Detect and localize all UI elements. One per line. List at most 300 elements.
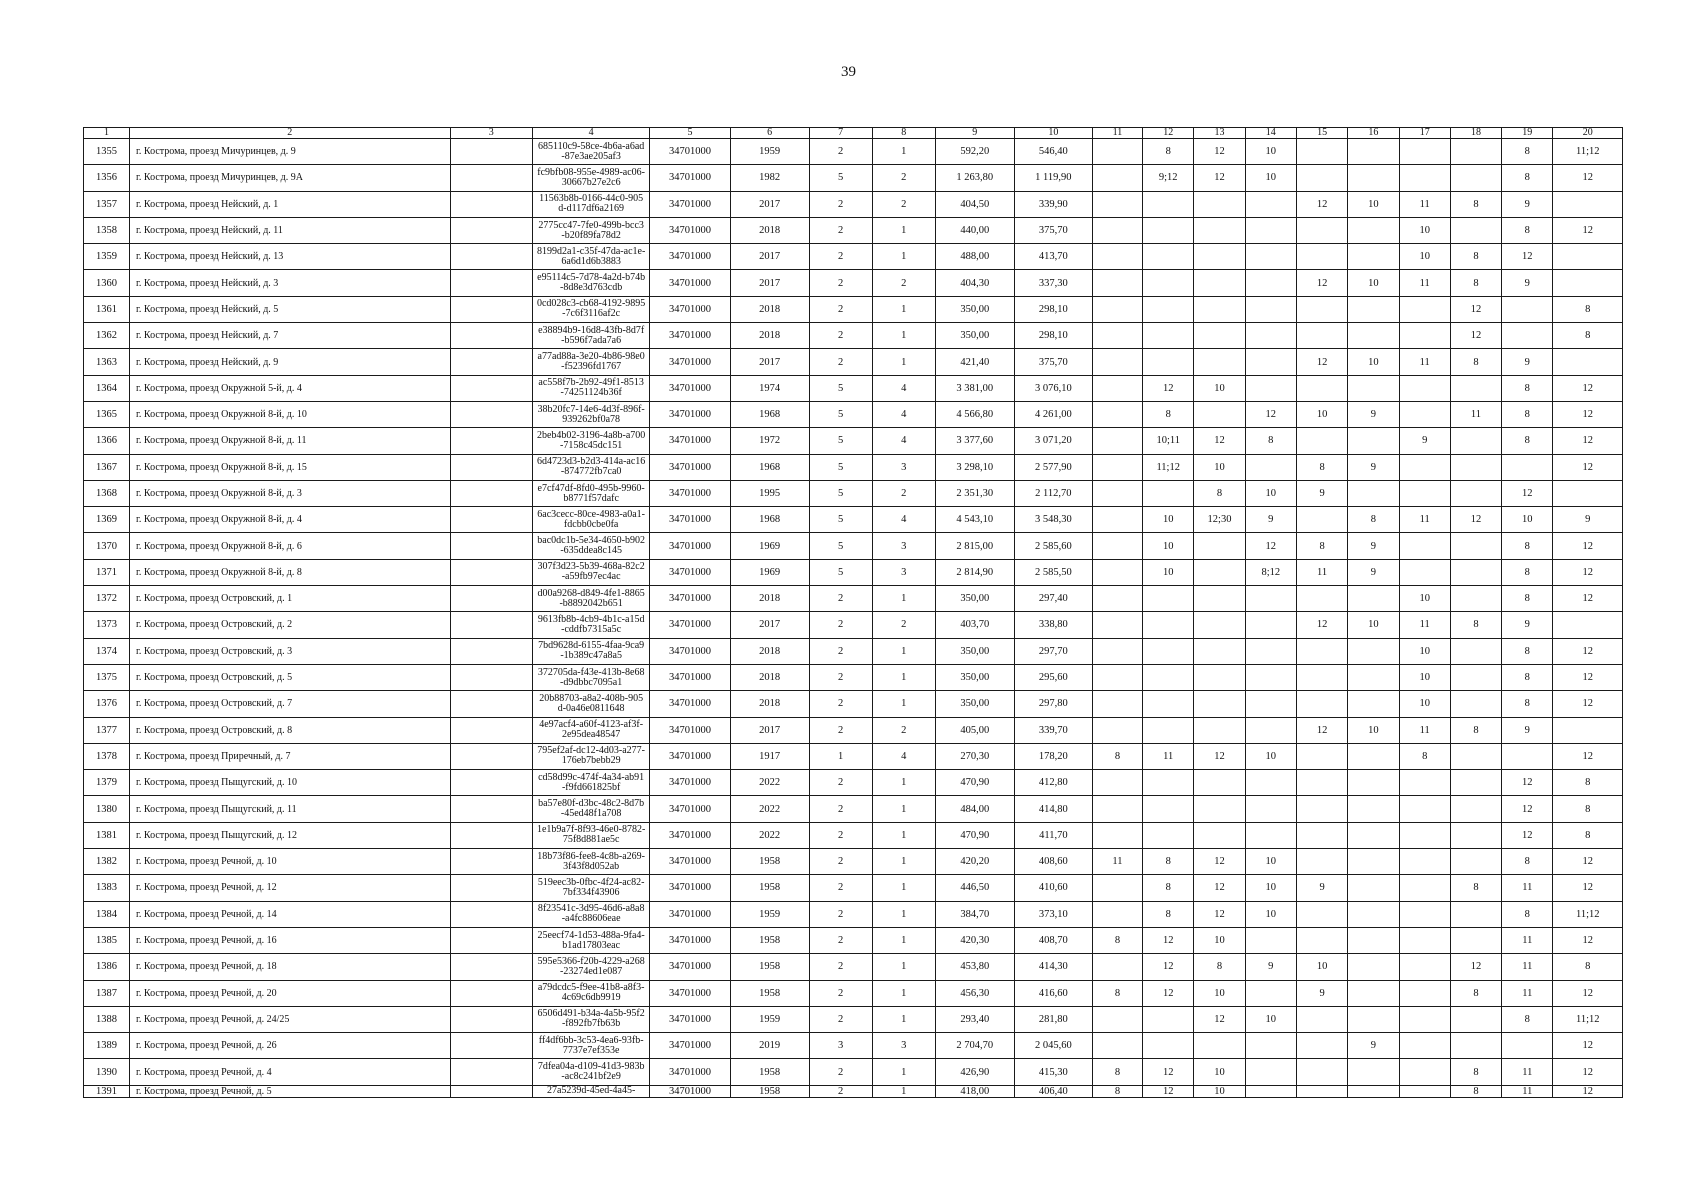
table-row: [84, 349, 1623, 375]
guid-cell: 685110c9-58ce-4b6a-a6ad-87e3ae205af3: [532, 139, 650, 165]
table-cell: 337,30: [1014, 270, 1092, 296]
table-cell: 1388: [84, 1006, 130, 1032]
table-cell: 12: [1245, 401, 1296, 427]
table-row: [84, 901, 1623, 927]
table-cell: 1: [872, 954, 935, 980]
table-cell: [1092, 796, 1142, 822]
guid-cell: 4e97acf4-a60f-4123-af3f-2e95dea48547: [532, 717, 650, 743]
address-cell: г. Кострома, проезд Окружной 8-й, д. 3: [129, 480, 450, 506]
table-cell: 1371: [84, 559, 130, 585]
table-cell: [1296, 901, 1347, 927]
table-cell: 2017: [730, 717, 809, 743]
guid-cell: 307f3d23-5b39-468a-82c2-a59fb97ec4ac: [532, 559, 650, 585]
table-cell: [1245, 980, 1296, 1006]
address-cell: г. Кострома, проезд Окружной 8-й, д. 11: [129, 428, 450, 454]
table-cell: 1378: [84, 743, 130, 769]
table-cell: 9;12: [1143, 165, 1194, 191]
table-cell: 1968: [730, 401, 809, 427]
table-cell: [1245, 454, 1296, 480]
table-cell: 2017: [730, 349, 809, 375]
table-cell: [1450, 139, 1501, 165]
table-cell: 12: [1143, 1085, 1194, 1097]
table-cell: 34701000: [650, 217, 730, 243]
table-cell: 12: [1553, 849, 1623, 875]
table-cell: 453,80: [935, 954, 1014, 980]
table-row: [84, 296, 1623, 322]
table-cell: [1092, 375, 1142, 401]
table-cell: [450, 1033, 532, 1059]
table-cell: 12: [1502, 480, 1553, 506]
table-cell: [1348, 480, 1399, 506]
table-cell: [1143, 691, 1194, 717]
table-cell: 8: [1553, 323, 1623, 349]
table-cell: [450, 849, 532, 875]
table-cell: 4: [872, 428, 935, 454]
table-cell: 12: [1194, 901, 1245, 927]
table-cell: [1296, 507, 1347, 533]
table-cell: 9: [1502, 612, 1553, 638]
table-cell: 11: [1502, 1059, 1553, 1085]
table-cell: 1: [872, 691, 935, 717]
table-cell: [1348, 1085, 1399, 1097]
table-cell: [450, 743, 532, 769]
table-cell: [1194, 323, 1245, 349]
address-cell: г. Кострома, проезд Речной, д. 10: [129, 849, 450, 875]
table-cell: 1958: [730, 1085, 809, 1097]
table-cell: [450, 927, 532, 953]
table-cell: 384,70: [935, 901, 1014, 927]
table-cell: [1450, 480, 1501, 506]
table-cell: [1245, 717, 1296, 743]
table-cell: 1958: [730, 1059, 809, 1085]
table-cell: 12: [1502, 770, 1553, 796]
table-cell: 12: [1143, 954, 1194, 980]
table-cell: 4 566,80: [935, 401, 1014, 427]
column-number-cell: 7: [809, 128, 872, 139]
table-cell: 11;12: [1553, 139, 1623, 165]
table-cell: [1092, 638, 1142, 664]
table-cell: 5: [809, 533, 872, 559]
table-cell: 34701000: [650, 349, 730, 375]
table-cell: 8: [1194, 480, 1245, 506]
table-cell: 2: [809, 717, 872, 743]
table-cell: 1959: [730, 139, 809, 165]
table-cell: 8: [1502, 1006, 1553, 1032]
table-cell: [450, 244, 532, 270]
guid-cell: 6ac3cecc-80ce-4983-a0a1-fdcbb0cbe0fa: [532, 507, 650, 533]
table-cell: 1373: [84, 612, 130, 638]
table-cell: 4 543,10: [935, 507, 1014, 533]
table-cell: 12: [1296, 191, 1347, 217]
table-cell: [1502, 1033, 1553, 1059]
table-cell: [1348, 901, 1399, 927]
table-cell: 2018: [730, 638, 809, 664]
address-cell: г. Кострома, проезд Островский, д. 1: [129, 586, 450, 612]
table-cell: [1092, 533, 1142, 559]
table-cell: 5: [809, 559, 872, 585]
table-cell: 12: [1553, 586, 1623, 612]
table-row: [84, 533, 1623, 559]
table-cell: 9: [1348, 533, 1399, 559]
table-cell: 34701000: [650, 586, 730, 612]
table-cell: [1296, 165, 1347, 191]
column-number-cell: 13: [1194, 128, 1245, 139]
table-cell: 2: [809, 638, 872, 664]
table-cell: [1143, 244, 1194, 270]
table-cell: 8: [1502, 691, 1553, 717]
table-cell: 2018: [730, 296, 809, 322]
table-cell: [1245, 1085, 1296, 1097]
table-row: [84, 586, 1623, 612]
table-cell: 1: [872, 822, 935, 848]
table-cell: 8: [1450, 270, 1501, 296]
table-cell: 2018: [730, 691, 809, 717]
table-cell: [1399, 1033, 1450, 1059]
table-cell: 1: [872, 244, 935, 270]
table-row: [84, 717, 1623, 743]
guid-cell: a77ad88a-3e20-4b86-98e0-f52396fd1767: [532, 349, 650, 375]
table-cell: [1296, 796, 1347, 822]
table-cell: [450, 770, 532, 796]
guid-cell: d00a9268-d849-4fe1-8865-b8892042b651: [532, 586, 650, 612]
table-cell: [450, 349, 532, 375]
table-cell: [1348, 770, 1399, 796]
table-cell: 12: [1296, 270, 1347, 296]
table-cell: 34701000: [650, 849, 730, 875]
table-cell: 10: [1245, 743, 1296, 769]
table-cell: 10: [1245, 849, 1296, 875]
table-cell: [1399, 375, 1450, 401]
table-cell: 2: [872, 717, 935, 743]
table-cell: [450, 1059, 532, 1085]
table-cell: [450, 533, 532, 559]
table-cell: 5: [809, 480, 872, 506]
table-cell: 4: [872, 401, 935, 427]
guid-cell: 372705da-f43e-413b-8e68-d9dbbc7095a1: [532, 664, 650, 690]
table-cell: [1296, 691, 1347, 717]
table-cell: 11: [1399, 270, 1450, 296]
address-cell: г. Кострома, проезд Окружной 8-й, д. 10: [129, 401, 450, 427]
table-cell: 34701000: [650, 691, 730, 717]
guid-cell: a79dcdc5-f9ee-41b8-a8f3-4c69c6db9919: [532, 980, 650, 1006]
table-cell: 12: [1553, 927, 1623, 953]
table-cell: 592,20: [935, 139, 1014, 165]
table-cell: 12: [1194, 849, 1245, 875]
table-cell: [1450, 1006, 1501, 1032]
table-cell: [1296, 244, 1347, 270]
table-cell: [1399, 401, 1450, 427]
table-cell: 34701000: [650, 401, 730, 427]
table-cell: 1969: [730, 533, 809, 559]
address-cell: г. Кострома, проезд Нейский, д. 5: [129, 296, 450, 322]
table-cell: [450, 875, 532, 901]
table-cell: 456,30: [935, 980, 1014, 1006]
guid-cell: ba57e80f-d3bc-48c2-8d7b-45ed48f1a708: [532, 796, 650, 822]
guid-cell: e95114c5-7d78-4a2d-b74b-8d8e3d763cdb: [532, 270, 650, 296]
table-cell: 2018: [730, 586, 809, 612]
address-cell: г. Кострома, проезд Нейский, д. 1: [129, 191, 450, 217]
table-cell: 1: [872, 638, 935, 664]
table-cell: [1348, 586, 1399, 612]
table-cell: 12: [1553, 691, 1623, 717]
table-cell: 1384: [84, 901, 130, 927]
table-cell: 34701000: [650, 770, 730, 796]
table-cell: [1348, 165, 1399, 191]
table-cell: [1348, 1059, 1399, 1085]
table-cell: [1296, 822, 1347, 848]
table-cell: 12: [1553, 559, 1623, 585]
table-cell: 8: [1450, 244, 1501, 270]
table-cell: [450, 901, 532, 927]
table-cell: 34701000: [650, 612, 730, 638]
housing-register-table: [83, 127, 1623, 1098]
table-cell: 1: [872, 1085, 935, 1097]
table-cell: [1399, 1085, 1450, 1097]
column-number-cell: 1: [84, 128, 130, 139]
table-cell: 2: [809, 191, 872, 217]
table-cell: [1194, 638, 1245, 664]
table-cell: [1143, 796, 1194, 822]
table-cell: 408,70: [1014, 927, 1092, 953]
table-cell: 11: [1502, 1085, 1553, 1097]
table-cell: [1092, 244, 1142, 270]
table-cell: [1399, 559, 1450, 585]
table-cell: 1: [872, 664, 935, 690]
address-cell: г. Кострома, проезд Приречный, д. 7: [129, 743, 450, 769]
table-cell: [1092, 770, 1142, 796]
table-cell: 1359: [84, 244, 130, 270]
table-cell: 1376: [84, 691, 130, 717]
table-cell: 1: [872, 586, 935, 612]
table-cell: [1245, 349, 1296, 375]
table-cell: 12: [1450, 507, 1501, 533]
table-cell: 12: [1194, 875, 1245, 901]
table-row: [84, 191, 1623, 217]
table-cell: 1386: [84, 954, 130, 980]
table-cell: 2 351,30: [935, 480, 1014, 506]
table-cell: 2 814,90: [935, 559, 1014, 585]
table-cell: 488,00: [935, 244, 1014, 270]
table-cell: 34701000: [650, 507, 730, 533]
table-cell: [1450, 743, 1501, 769]
table-cell: 34701000: [650, 743, 730, 769]
table-cell: [1092, 822, 1142, 848]
table-cell: [1194, 770, 1245, 796]
table-cell: 413,70: [1014, 244, 1092, 270]
table-cell: [1296, 375, 1347, 401]
table-cell: 404,50: [935, 191, 1014, 217]
table-cell: 1361: [84, 296, 130, 322]
table-cell: [1553, 244, 1623, 270]
table-cell: [1296, 927, 1347, 953]
table-cell: 12: [1553, 1059, 1623, 1085]
table-cell: [450, 428, 532, 454]
table-cell: 4 261,00: [1014, 401, 1092, 427]
table-cell: [1194, 559, 1245, 585]
table-cell: 1958: [730, 954, 809, 980]
table-cell: 2: [872, 480, 935, 506]
address-cell: г. Кострома, проезд Нейский, д. 11: [129, 217, 450, 243]
table-cell: 470,90: [935, 822, 1014, 848]
table-cell: 403,70: [935, 612, 1014, 638]
table-cell: 1995: [730, 480, 809, 506]
table-cell: 34701000: [650, 1059, 730, 1085]
guid-cell: cd58d99c-474f-4a34-ab91-f9fd661825bf: [532, 770, 650, 796]
table-row: [84, 1006, 1623, 1032]
table-cell: 1355: [84, 139, 130, 165]
column-number-cell: 20: [1553, 128, 1623, 139]
table-cell: 350,00: [935, 638, 1014, 664]
table-cell: [1348, 1006, 1399, 1032]
table-cell: [450, 586, 532, 612]
guid-cell: bac0dc1b-5e34-4650-b902-635ddea8c145: [532, 533, 650, 559]
guid-cell: 1e1b9a7f-8f93-46e0-8782-75f8d881ae5c: [532, 822, 650, 848]
table-cell: 8: [1502, 849, 1553, 875]
table-cell: [1399, 849, 1450, 875]
table-cell: [1502, 743, 1553, 769]
table-cell: [1143, 349, 1194, 375]
table-cell: 1917: [730, 743, 809, 769]
table-cell: [1143, 717, 1194, 743]
table-cell: [1399, 954, 1450, 980]
table-cell: [1450, 375, 1501, 401]
table-cell: [1553, 612, 1623, 638]
table-cell: 1972: [730, 428, 809, 454]
table-cell: 2018: [730, 217, 809, 243]
address-cell: г. Кострома, проезд Пыщугский, д. 12: [129, 822, 450, 848]
table-row: [84, 323, 1623, 349]
table-cell: [450, 191, 532, 217]
table-cell: 1 263,80: [935, 165, 1014, 191]
table-cell: [1348, 217, 1399, 243]
table-cell: 1: [872, 217, 935, 243]
table-cell: 1360: [84, 270, 130, 296]
table-cell: 2018: [730, 664, 809, 690]
table-cell: [450, 139, 532, 165]
table-cell: 12: [1502, 244, 1553, 270]
table-cell: 2 577,90: [1014, 454, 1092, 480]
table-cell: 421,40: [935, 349, 1014, 375]
table-cell: [1092, 559, 1142, 585]
table-cell: [1194, 664, 1245, 690]
table-row: [84, 743, 1623, 769]
table-cell: 9: [1553, 507, 1623, 533]
table-cell: 10: [1194, 980, 1245, 1006]
table-cell: [1092, 191, 1142, 217]
table-cell: [1194, 296, 1245, 322]
table-cell: 1: [872, 927, 935, 953]
table-cell: 8: [1296, 454, 1347, 480]
table-cell: 10: [1194, 375, 1245, 401]
table-cell: [1450, 664, 1501, 690]
table-cell: 1382: [84, 849, 130, 875]
table-cell: [1450, 217, 1501, 243]
table-cell: 10: [1348, 717, 1399, 743]
guid-cell: 8f23541c-3d95-46d6-a8a8-a4fc88606eae: [532, 901, 650, 927]
table-cell: 10: [1194, 1085, 1245, 1097]
table-cell: [1245, 612, 1296, 638]
table-cell: 415,30: [1014, 1059, 1092, 1085]
column-number-cell: 12: [1143, 128, 1194, 139]
address-cell: г. Кострома, проезд Окружной 8-й, д. 8: [129, 559, 450, 585]
address-cell: г. Кострома, проезд Нейский, д. 9: [129, 349, 450, 375]
table-cell: [1143, 612, 1194, 638]
table-cell: 11: [1399, 191, 1450, 217]
table-cell: 12: [1143, 1059, 1194, 1085]
table-cell: [1245, 664, 1296, 690]
table-cell: [450, 717, 532, 743]
table-row: [84, 849, 1623, 875]
guid-cell: 11563b8b-0166-44c0-905d-d117df6a2169: [532, 191, 650, 217]
table-cell: 10: [1348, 270, 1399, 296]
table-cell: 420,20: [935, 849, 1014, 875]
table-cell: 4: [872, 375, 935, 401]
guid-cell: 27a5239d-45ed-4a45-: [532, 1085, 650, 1097]
table-cell: 8: [1143, 849, 1194, 875]
table-cell: 3: [872, 533, 935, 559]
table-cell: 1380: [84, 796, 130, 822]
guid-cell: fc9bfb08-955e-4989-ac06-30667b27e2c6: [532, 165, 650, 191]
table-cell: 11: [1399, 507, 1450, 533]
table-cell: [1194, 796, 1245, 822]
table-cell: 10: [1143, 507, 1194, 533]
table-cell: 34701000: [650, 428, 730, 454]
table-cell: 11: [1502, 927, 1553, 953]
table-cell: [1399, 901, 1450, 927]
table-row: [84, 401, 1623, 427]
table-cell: 1367: [84, 454, 130, 480]
table-cell: [1399, 927, 1450, 953]
table-cell: [1348, 428, 1399, 454]
guid-cell: 519eec3b-0fbc-4f24-ac82-7bf334f43906: [532, 875, 650, 901]
table-cell: 9: [1296, 480, 1347, 506]
table-cell: [1092, 875, 1142, 901]
table-cell: [1194, 349, 1245, 375]
table-cell: 2022: [730, 770, 809, 796]
table-cell: 34701000: [650, 638, 730, 664]
table-cell: [1399, 875, 1450, 901]
table-cell: [1194, 691, 1245, 717]
table-cell: 12: [1143, 375, 1194, 401]
table-cell: 34701000: [650, 165, 730, 191]
table-cell: [1450, 638, 1501, 664]
table-cell: [1296, 638, 1347, 664]
table-cell: 1958: [730, 849, 809, 875]
table-row: [84, 927, 1623, 953]
table-cell: [450, 507, 532, 533]
table-cell: [1399, 480, 1450, 506]
table-cell: [450, 664, 532, 690]
table-cell: [1092, 401, 1142, 427]
table-cell: 484,00: [935, 796, 1014, 822]
table-cell: 10: [1348, 349, 1399, 375]
table-cell: 12: [1296, 612, 1347, 638]
table-cell: [1450, 586, 1501, 612]
table-cell: [1348, 743, 1399, 769]
table-cell: 1381: [84, 822, 130, 848]
table-cell: 416,60: [1014, 980, 1092, 1006]
table-cell: 8: [1553, 822, 1623, 848]
column-number-cell: 9: [935, 128, 1014, 139]
table-cell: 338,80: [1014, 612, 1092, 638]
table-cell: 12: [1553, 217, 1623, 243]
table-cell: [1092, 323, 1142, 349]
table-cell: 350,00: [935, 691, 1014, 717]
table-cell: 1: [872, 901, 935, 927]
guid-cell: ff4df6bb-3c53-4ea6-93fb-7737e7ef353e: [532, 1033, 650, 1059]
column-number-cell: 3: [450, 128, 532, 139]
table-cell: [1092, 664, 1142, 690]
